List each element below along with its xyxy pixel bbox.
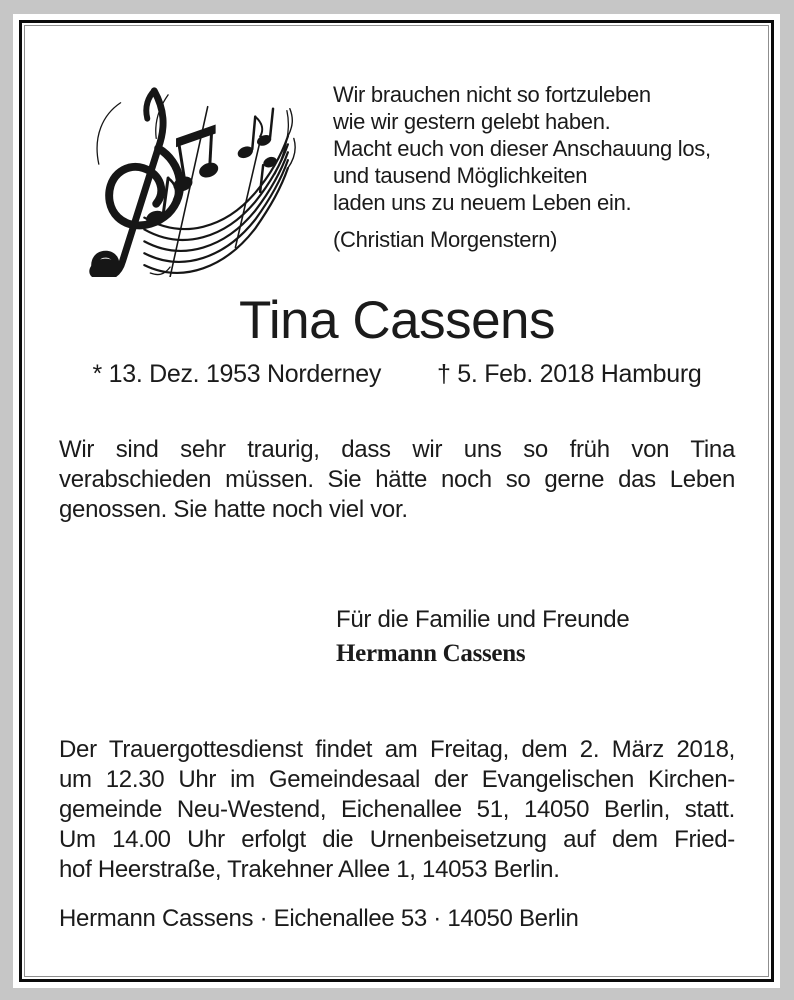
service-line: gemeinde Neu-Westend, Eichenallee 51, 14050 Berlin, statt. (59, 796, 735, 823)
quote-block (333, 79, 711, 253)
service-details (59, 735, 735, 885)
service-line: um 12.30 Uhr im Gemeindesaal der Evangelischen Kirchen- (59, 766, 735, 793)
service-line: Um 14.00 Uhr erfolgt die Urnenbeisetzung auf dem Fried- (59, 826, 735, 853)
mourning-message (59, 435, 735, 525)
mourners-intro: Für die Familie und Freunde (336, 606, 630, 633)
contact-address-line: Hermann Cassens · Eichenallee 53 · 14050 Berlin (59, 905, 579, 932)
service-line: Der Trauergottesdienst findet am Freitag, dem 2. März 2018, (59, 736, 735, 763)
quote-line: Wir brauchen nicht so fortzuleben (333, 82, 651, 107)
quote-line: und tausend Möglichkeiten (333, 163, 588, 188)
header-section (59, 79, 735, 277)
quote-line: laden uns zu neuem Leben ein. (333, 190, 632, 215)
death-date: † 5. Feb. 2018 Hamburg (437, 360, 702, 388)
birth-date: * 13. Dez. 1953 Norderney (92, 360, 382, 388)
message-line: verabschieden müssen. Sie hätte noch so gerne das Leben (59, 466, 735, 493)
quote-line: wie wir gestern gelebt haben. (333, 109, 611, 134)
mourners-block (336, 603, 735, 671)
quote-line: Macht euch von dieser Anschauung los, (333, 136, 711, 161)
service-line: hof Heerstraße, Trakehner Allee 1, 14053 Berlin. (59, 856, 560, 883)
message-line: genossen. Sie hatte noch viel vor. (59, 496, 408, 523)
message-line: Wir sind sehr traurig, dass wir uns so früh von Tina (59, 436, 735, 463)
quote-attribution: (Christian Morgenstern) (333, 227, 558, 252)
notice-content (25, 26, 768, 976)
mourner-name: Hermann Cassens (336, 640, 526, 667)
music-notes-icon (59, 79, 297, 277)
notice-paper (13, 14, 780, 988)
deceased-name: Tina Cassens (238, 291, 556, 350)
outer-frame-border (19, 20, 774, 982)
inner-pinstripe-border (24, 25, 769, 977)
life-dates (59, 360, 735, 389)
